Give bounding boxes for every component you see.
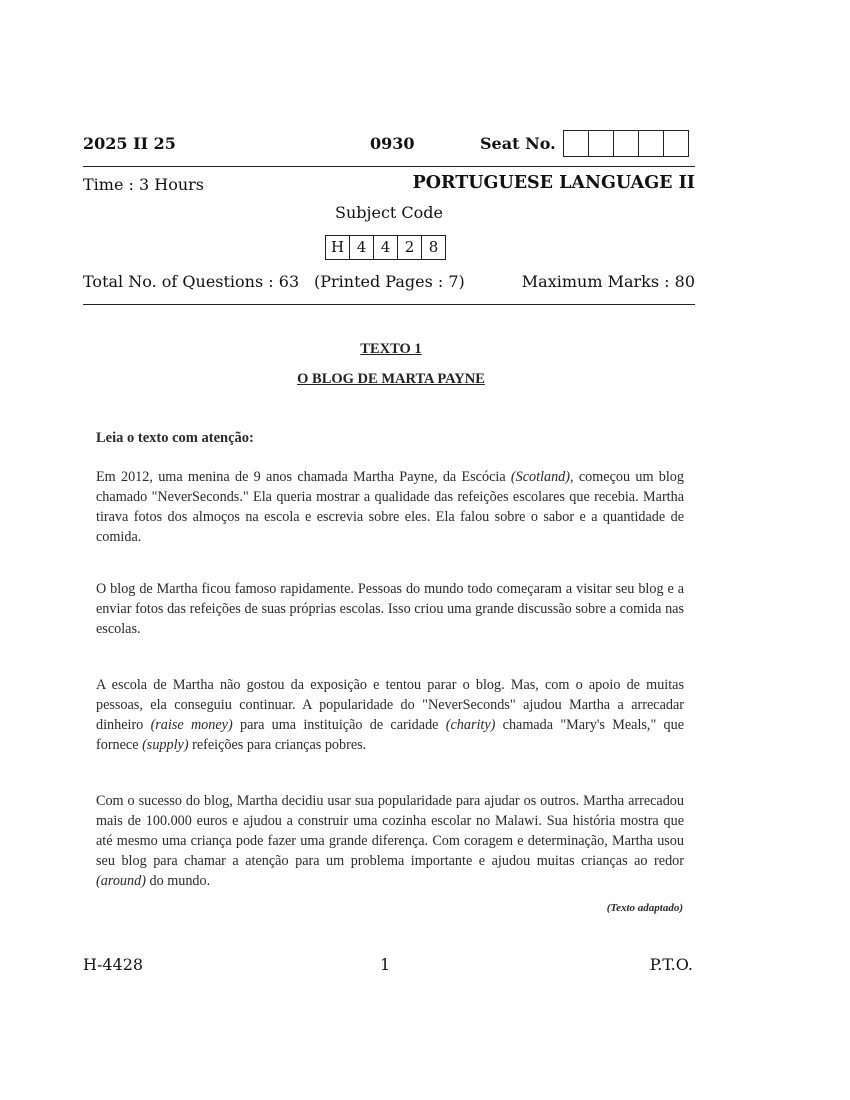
paragraph-4-text-b: do mundo.	[145, 873, 211, 889]
text-number: TEXTO 1	[360, 341, 422, 357]
total-questions: Total No. of Questions : 63	[83, 272, 300, 291]
paragraph-1	[96, 467, 684, 547]
subject-code-digit: 2	[397, 236, 421, 259]
exam-date: 2025 II 25	[83, 134, 176, 153]
paragraph-3-text-d: refeições para crianças pobres.	[188, 737, 367, 753]
instruction: Leia o texto com atenção:	[96, 430, 254, 446]
seat-number-boxes[interactable]	[563, 130, 689, 157]
paragraph-3-text-b: para uma instituição de caridade	[232, 717, 446, 733]
seat-box[interactable]	[564, 131, 588, 156]
paragraph-1-text-a: Em 2012, uma menina de 9 anos chamada Martha Payne, da Escócia	[96, 469, 511, 485]
gloss-around: (around)	[96, 873, 146, 889]
exam-time-code: 0930	[370, 134, 415, 153]
gloss-supply: (supply)	[142, 737, 189, 753]
seat-box[interactable]	[638, 131, 663, 156]
seat-box[interactable]	[663, 131, 688, 156]
paragraph-4	[96, 791, 684, 891]
paragraph-3-text-a: A escola de Martha não gostou da exposição e tentou parar o blog. Mas, com o apoio de muitas pessoas, ela conseguiu continuar. A popularidade do "NeverSeconds" ajudou Martha a arrecadar dinheiro	[96, 677, 684, 733]
gloss-scotland: (Scotland)	[510, 469, 571, 485]
text-title: O BLOG DE MARTA PAYNE	[297, 371, 485, 387]
please-turn-over: P.T.O.	[649, 955, 693, 974]
seat-box[interactable]	[613, 131, 638, 156]
subject-code-boxes	[325, 235, 446, 260]
paragraph-3	[96, 675, 684, 755]
paragraph-2-text: O blog de Martha ficou famoso rapidamente. Pessoas do mundo todo começaram a visitar seu blog e a enviar fotos das refeições de suas próprias escolas. Isso criou uma grande discussão sobre a comida nas escolas.	[96, 581, 684, 637]
header-divider-bottom	[83, 304, 695, 305]
maximum-marks: Maximum Marks : 80	[521, 272, 695, 291]
subject-code-digit: H	[330, 238, 345, 256]
paper-code: H-4428	[83, 955, 144, 974]
subject-code-digit: 4	[373, 236, 397, 259]
paragraph-2	[96, 579, 684, 639]
header-divider-top	[83, 166, 695, 167]
printed-pages: (Printed Pages : 7)	[314, 272, 465, 291]
paragraph-1-text-b: , começou um blog chamado "NeverSeconds." Ela queria mostrar a qualidade das refeições escolares que recebia. Martha tirava fotos dos almoços na escola e escrevia sobre eles. Ela falou sobre o sabor e a quantidade de comida.	[96, 469, 684, 545]
subject-code-digit: 4	[349, 236, 373, 259]
page-number: 1	[380, 955, 391, 974]
paragraph-4-text-a: Com o sucesso do blog, Martha decidiu usar sua popularidade para ajudar os outros. Martha arrecadou mais de 100.000 euros e ajudou a construir uma cozinha escolar no Malawi. Sua história mostra que até mesmo uma criança pode fazer uma grande diferença. Com coragem e determinação, Martha usou seu blog para chamar a atenção para um problema importante e ajudou muitas crianças ao redor	[96, 793, 684, 869]
seat-label: Seat No.	[480, 134, 556, 153]
subject-code-label: Subject Code	[335, 203, 443, 222]
time-label: Time : 3 Hours	[83, 175, 205, 194]
seat-box[interactable]	[588, 131, 613, 156]
subject-code-digit: 8	[421, 236, 445, 259]
source-note: (Texto adaptado)	[606, 902, 683, 914]
gloss-charity: (charity)	[445, 717, 496, 733]
subject-title: PORTUGUESE LANGUAGE II	[412, 173, 695, 193]
gloss-raise-money: (raise money)	[150, 717, 233, 733]
paragraph-3-text-c: chamada "Mary's Meals," que fornece	[96, 717, 685, 753]
